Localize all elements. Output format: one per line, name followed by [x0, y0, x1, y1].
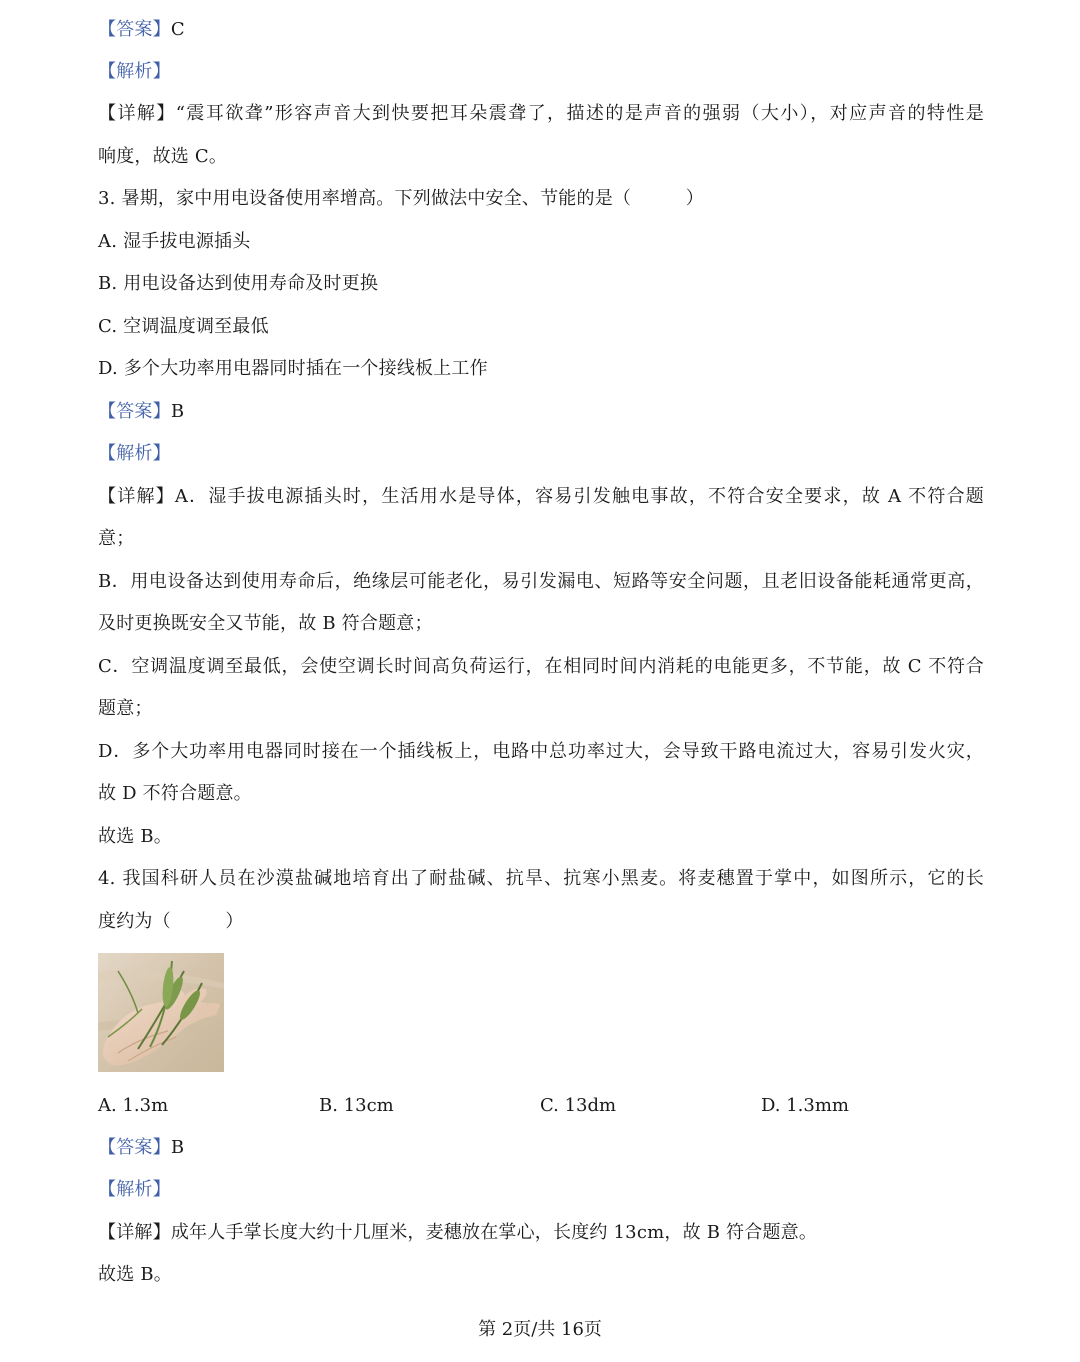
analysis-label: 【解析】 — [98, 443, 171, 464]
q3-answer-line — [98, 400, 984, 424]
q4-option-c: C. 13dm — [540, 1095, 617, 1116]
detail-text: 成年人手掌长度大约十几厘米，麦穗放在掌心，长度约 13cm，故 B 符合题意。 — [170, 1222, 818, 1243]
q4-stem-line-1: 4. 我国科研人员在沙漠盐碱地培育出了耐盐碱、抗旱、抗寒小黑麦。将麦穗置于掌中，如图所示，它的长 — [98, 868, 984, 889]
q3-detail-a-line-2: 意； — [98, 528, 135, 549]
wheat-in-palm-icon — [98, 953, 224, 1072]
analysis-label: 【解析】 — [98, 61, 171, 82]
q4-option-b: B. 13cm — [319, 1095, 394, 1116]
q4-conclusion: 故选 B。 — [98, 1264, 172, 1285]
detail-label: 【详解】 — [98, 1222, 171, 1243]
answer-value: B — [170, 1137, 185, 1158]
detail-text: “震耳欲聋”形容声音大到快要把耳朵震聋了，描述的是声音的强弱（大小），对应声音的特性是 — [175, 103, 984, 124]
q3-detail-d-line-2: 故 D 不符合题意。 — [98, 783, 252, 804]
q3-stem: 3. 暑期，家中用电设备使用率增高。下列做法中安全、节能的是（ ） — [98, 188, 704, 209]
q3-conclusion: 故选 B。 — [98, 826, 172, 847]
answer-label: 【答案】 — [98, 1137, 171, 1158]
q3-analysis-line — [98, 442, 984, 466]
analysis-label: 【解析】 — [98, 1179, 171, 1200]
q3-detail-c-line-1: C．空调温度调至最低，会使空调长时间高负荷运行，在相同时间内消耗的电能更多，不节能，故 C 不符合 — [98, 656, 984, 677]
q4-detail-line — [98, 1221, 984, 1245]
hand-holding-wheat-photo — [98, 953, 224, 1072]
q2-analysis-line — [98, 60, 984, 84]
q4-option-a: A. 1.3m — [98, 1095, 169, 1116]
answer-label: 【答案】 — [98, 19, 171, 40]
q4-option-d: D. 1.3mm — [761, 1095, 849, 1116]
answer-value: C — [170, 19, 185, 40]
q2-detail-line-1 — [98, 102, 984, 126]
q3-option-d: D. 多个大功率用电器同时插在一个接线板上工作 — [98, 358, 488, 379]
q3-detail-d-line-1: D．多个大功率用电器同时接在一个插线板上，电路中总功率过大，会导致干路电流过大，容易引发火灾， — [98, 741, 984, 762]
q3-detail-a-line-1 — [98, 485, 984, 509]
q3-option-c: C. 空调温度调至最低 — [98, 316, 269, 337]
answer-label: 【答案】 — [98, 401, 171, 422]
q3-detail-b-line-2: 及时更换既安全又节能，故 B 符合题意； — [98, 613, 433, 634]
q4-answer-line — [98, 1136, 984, 1160]
q2-answer-line — [98, 18, 984, 42]
q3-option-b: B. 用电设备达到使用寿命及时更换 — [98, 273, 379, 294]
q3-option-a: A. 湿手拔电源插头 — [98, 231, 251, 252]
q2-detail-line-2: 响度，故选 C。 — [98, 146, 228, 167]
detail-label: 【详解】 — [98, 486, 175, 507]
q4-analysis-line — [98, 1178, 984, 1202]
page-indicator: 第 2页/共 16页 — [478, 1319, 602, 1340]
detail-text: A．湿手拔电源插头时，生活用水是导体，容易引发触电事故，不符合安全要求，故 A 不符合题 — [174, 486, 984, 507]
q4-stem-line-2: 度约为（ ） — [98, 911, 244, 932]
answer-value: B — [170, 401, 185, 422]
q3-detail-c-line-2: 题意； — [98, 698, 153, 719]
q3-detail-b-line-1: B．用电设备达到使用寿命后，绝缘层可能老化，易引发漏电、短路等安全问题，且老旧设备能耗通常更高， — [98, 571, 984, 592]
detail-label: 【详解】 — [98, 103, 176, 124]
